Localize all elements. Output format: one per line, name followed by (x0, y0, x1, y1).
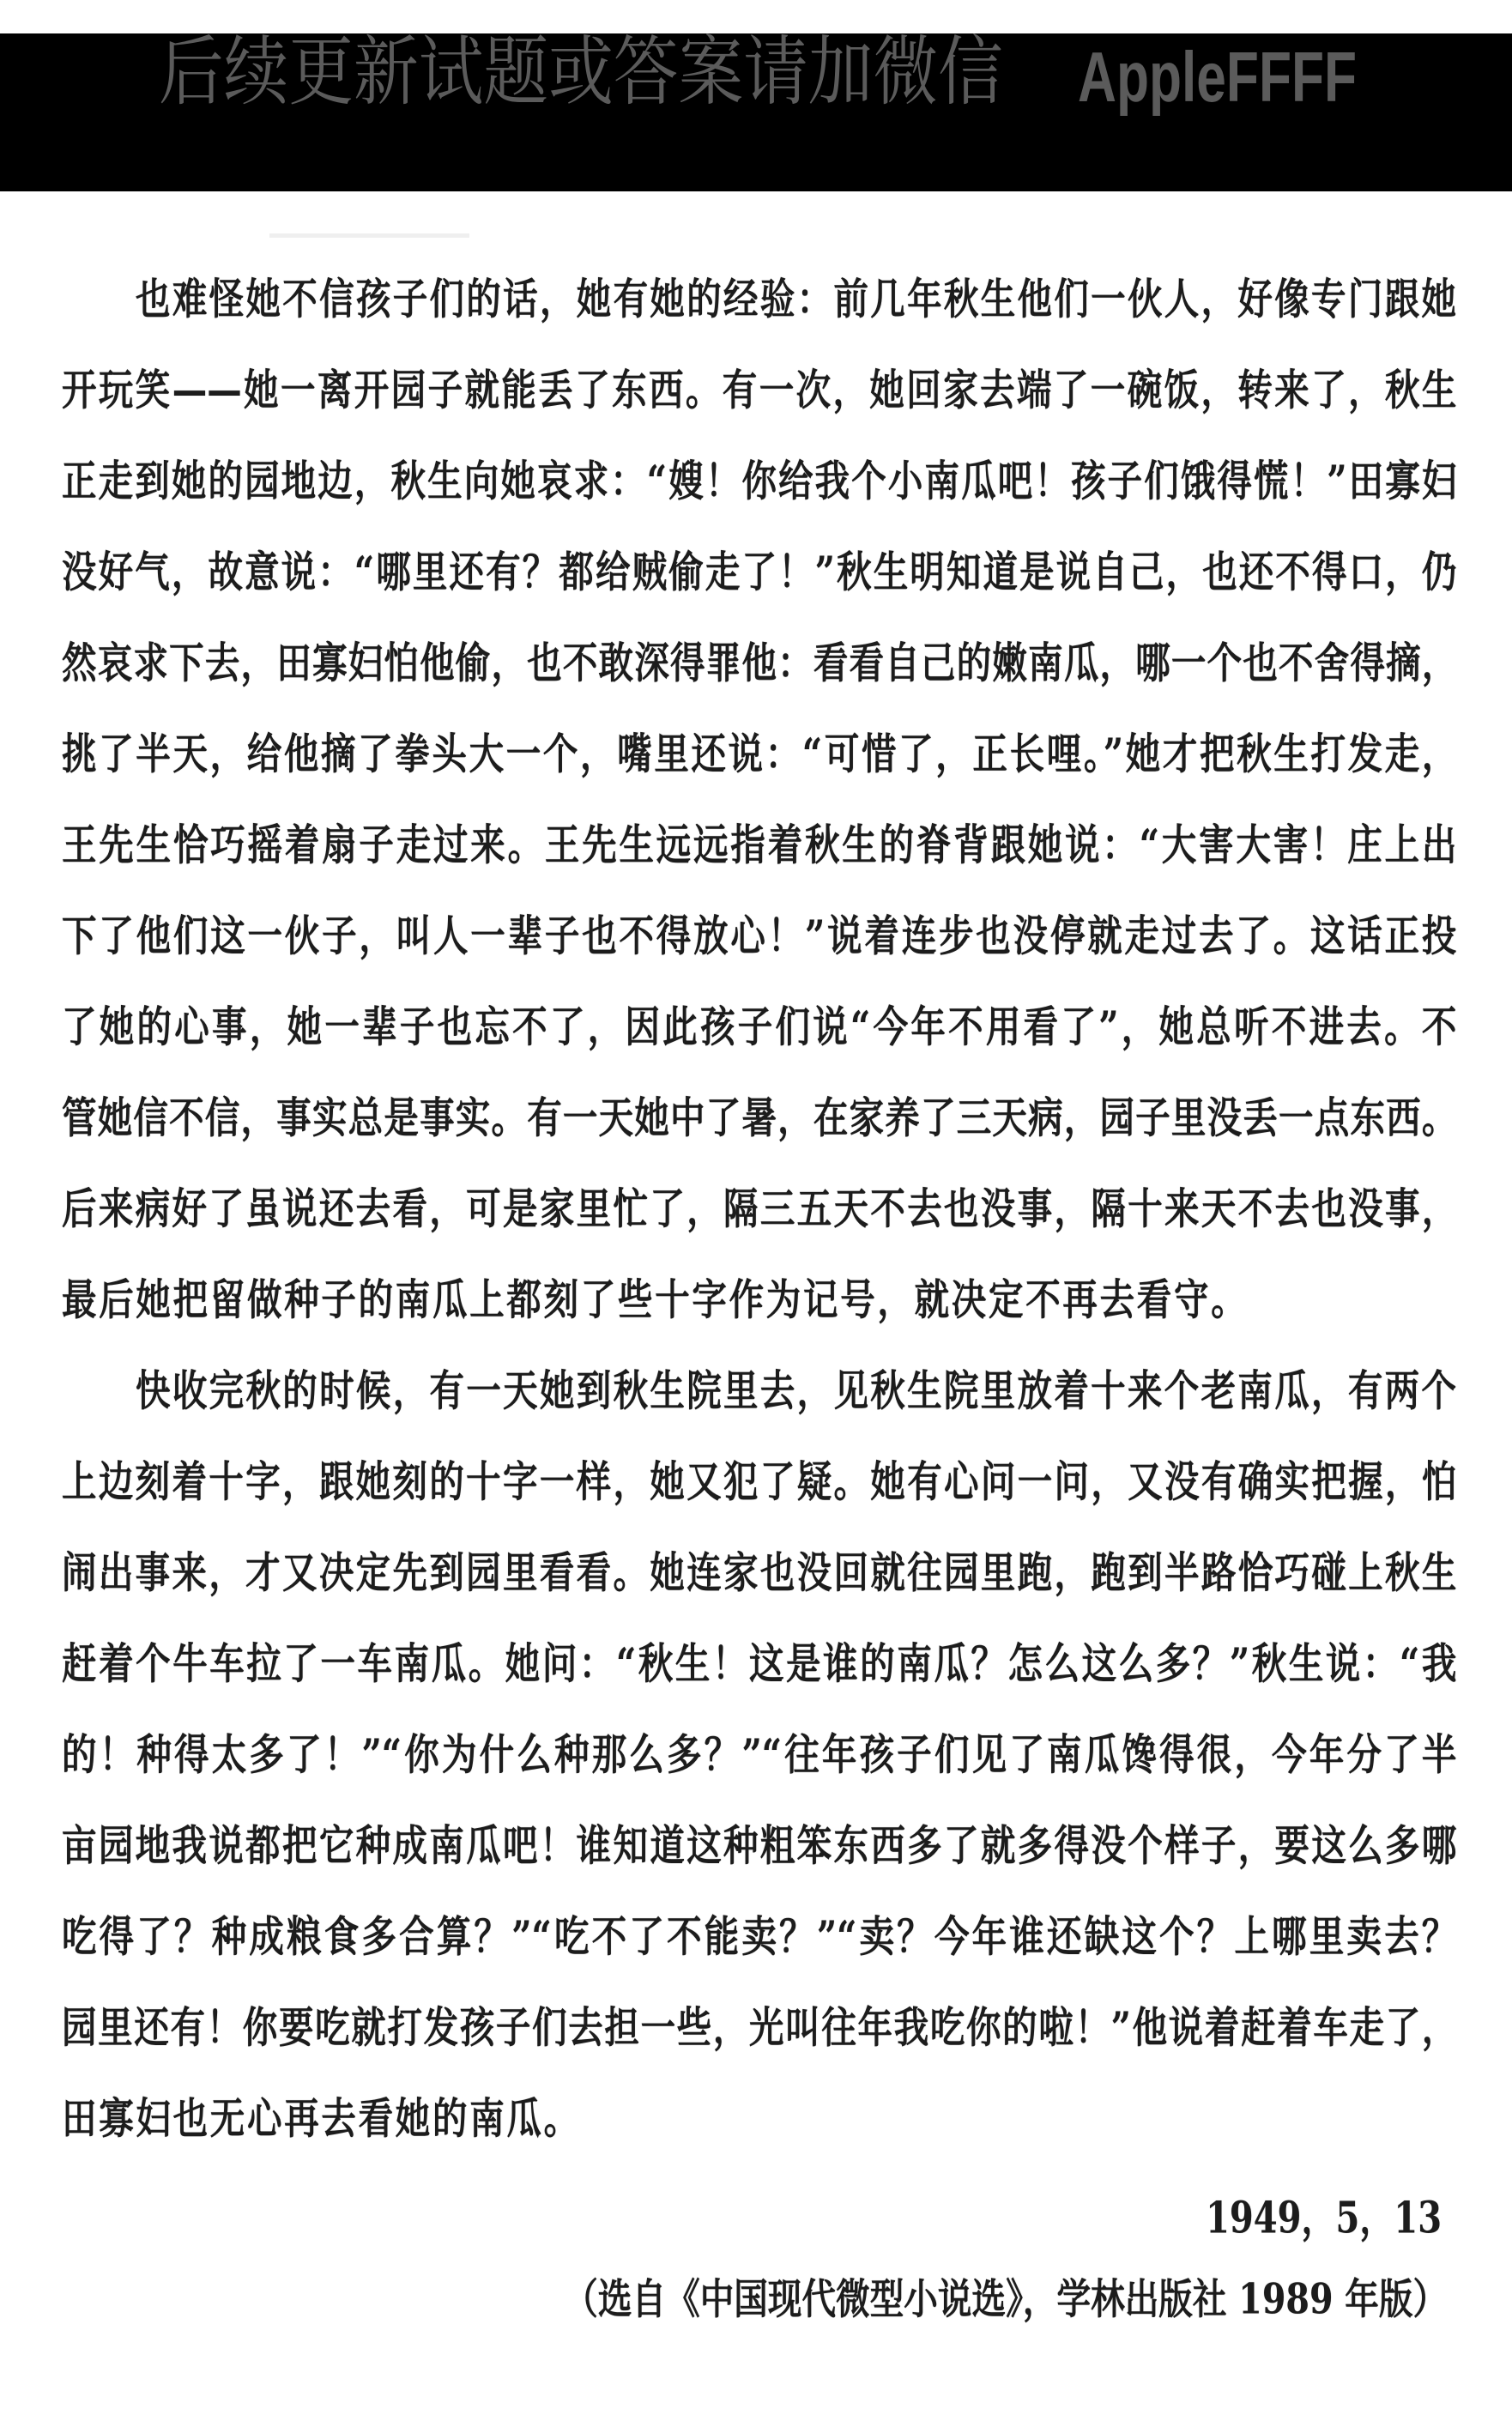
scan-artifact (269, 233, 469, 238)
text-line: 也难怪她不信孩子们的话，她有她的经验：前几年秋生他们一伙人，好像专门跟她 (136, 274, 1456, 324)
article-source-citation: （选自《中国现代微型小说选》，学林出版社 1989 年版） (564, 2275, 1447, 2324)
watermark-text: 后续更新试题或答案请加微信 (159, 33, 1003, 116)
text-line: 后来病好了虽说还去看，可是家里忙了，隔三五天不去也没事，隔十来天不去也没事， (62, 1183, 1457, 1234)
paragraph-1 (0, 254, 1512, 1346)
text-line: 然哀求下去，田寡妇怕他偷，也不敢深得罪他：看看自己的嫩南瓜，哪一个也不舍得摘， (62, 638, 1457, 688)
watermark-banner (0, 33, 1512, 191)
text-line: 管她信不信，事实总是事实。有一天她中了暑，在家养了三天病，园子里没丢一点东西。 (62, 1093, 1457, 1143)
article-body (0, 254, 1512, 2164)
text-line: 园里还有！你要吃就打发孩子们去担一些，光叫往年我吃你的啦！”他说着赶着车走了， (62, 2002, 1457, 2053)
text-line: 赶着个牛车拉了一车南瓜。她问：“秋生！这是谁的南瓜？怎么这么多？”秋生说：“我 (62, 1638, 1457, 1689)
text-line: 正走到她的园地边，秋生向她哀求：“嫂！你给我个小南瓜吧！孩子们饿得慌！”田寡妇 (62, 456, 1457, 506)
text-line: 亩园地我说都把它种成南瓜吧！谁知道这种粗笨东西多了就多得没个样子，要这么多哪 (62, 1820, 1457, 1871)
text-line: 王先生恰巧摇着扇子走过来。王先生远远指着秋生的脊背跟她说：“大害大害！庄上出 (62, 820, 1457, 870)
watermark-wechat-id: AppleFFFF (1078, 37, 1358, 117)
text-line: 下了他们这一伙子，叫人一辈子也不得放心！”说着连步也没停就走过去了。这话正投 (62, 911, 1457, 961)
text-line: 快收完秋的时候，有一天她到秋生院里去，见秋生院里放着十来个老南瓜，有两个 (136, 1365, 1456, 1416)
text-line: 田寡妇也无心再去看她的南瓜。 (62, 2093, 581, 2144)
text-line: 开玩笑——她一离开园子就能丢了东西。有一次，她回家去端了一碗饭，转来了，秋生 (62, 365, 1457, 415)
text-line: 的！种得太多了！”“你为什么种那么多？”“往年孩子们见了南瓜馋得很，今年分了半 (62, 1729, 1457, 1780)
article-date: 1949，5，13 (1206, 2192, 1442, 2243)
text-line: 没好气，故意说：“哪里还有？都给贼偷走了！”秋生明知道是说自己，也还不得口，仍 (62, 547, 1457, 597)
text-line: 挑了半天，给他摘了拳头大一个，嘴里还说：“可惜了，正长哩。”她才把秋生打发走， (62, 729, 1457, 779)
text-line: 了她的心事，她一辈子也忘不了，因此孩子们说“今年不用看了”，她总听不进去。不 (62, 1002, 1457, 1052)
text-line: 吃得了？种成粮食多合算？”“吃不了不能卖？”“卖？今年谁还缺这个？上哪里卖去？ (62, 1911, 1457, 1962)
paragraph-2 (0, 1346, 1512, 2164)
text-line: 最后她把留做种子的南瓜上都刻了些十字作为记号，就决定不再去看守。 (62, 1274, 1249, 1325)
text-line: 上边刻着十字，跟她刻的十字一样，她又犯了疑。她有心问一问，又没有确实把握，怕 (62, 1456, 1457, 1507)
text-line: 闹出事来，才又决定先到园里看看。她连家也没回就往园里跑，跑到半路恰巧碰上秋生 (62, 1547, 1457, 1598)
